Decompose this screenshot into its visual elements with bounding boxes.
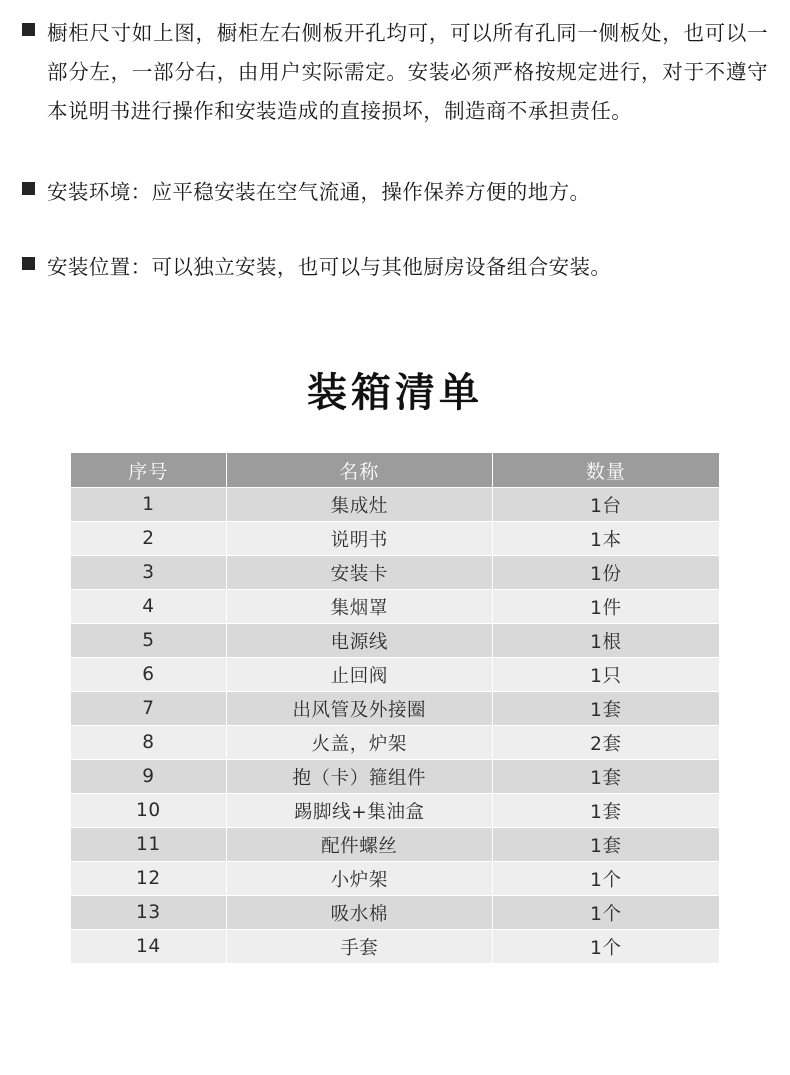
installation-notes (22, 14, 768, 287)
cell-quantity: 1根 (492, 624, 719, 658)
cell-index: 2 (71, 522, 227, 556)
cell-name: 小炉架 (226, 862, 492, 896)
table-row (71, 726, 720, 760)
cell-name: 踢脚线+集油盒 (226, 794, 492, 828)
note-text: 安装位置：可以独立安装，也可以与其他厨房设备组合安装。 (47, 255, 612, 279)
packing-list-table (70, 452, 720, 964)
cell-index: 8 (71, 726, 227, 760)
table-row (71, 488, 720, 522)
column-header-name: 名称 (226, 453, 492, 488)
note-text: 安装环境：应平稳安装在空气流通，操作保养方便的地方。 (47, 180, 591, 204)
note-item (22, 173, 768, 212)
table-row (71, 624, 720, 658)
table-row (71, 862, 720, 896)
cell-quantity: 1份 (492, 556, 719, 590)
cell-quantity: 1个 (492, 862, 719, 896)
table-row (71, 556, 720, 590)
cell-index: 11 (71, 828, 227, 862)
cell-quantity: 1套 (492, 828, 719, 862)
cell-quantity: 1套 (492, 692, 719, 726)
cell-name: 火盖，炉架 (226, 726, 492, 760)
column-header-quantity: 数量 (492, 453, 719, 488)
cell-index: 12 (71, 862, 227, 896)
table-row (71, 692, 720, 726)
cell-index: 14 (71, 930, 227, 964)
cell-index: 4 (71, 590, 227, 624)
square-bullet-icon (22, 257, 35, 270)
cell-name: 出风管及外接圈 (226, 692, 492, 726)
cell-name: 集成灶 (226, 488, 492, 522)
square-bullet-icon (22, 182, 35, 195)
table-row (71, 828, 720, 862)
table-row (71, 794, 720, 828)
cell-name: 止回阀 (226, 658, 492, 692)
cell-name: 安装卡 (226, 556, 492, 590)
note-item (22, 248, 768, 287)
cell-quantity: 2套 (492, 726, 719, 760)
cell-index: 7 (71, 692, 227, 726)
square-bullet-icon (22, 23, 35, 36)
cell-quantity: 1套 (492, 760, 719, 794)
cell-index: 1 (71, 488, 227, 522)
cell-quantity: 1本 (492, 522, 719, 556)
cell-index: 9 (71, 760, 227, 794)
packing-list-table-wrapper (22, 452, 768, 964)
cell-name: 抱（卡）箍组件 (226, 760, 492, 794)
cell-name: 电源线 (226, 624, 492, 658)
cell-quantity: 1台 (492, 488, 719, 522)
table-row (71, 896, 720, 930)
cell-index: 5 (71, 624, 227, 658)
column-header-index: 序号 (71, 453, 227, 488)
note-text: 橱柜尺寸如上图，橱柜左右侧板开孔均可，可以所有孔同一侧板处，也可以一部分左，一部分右，由用户实际需定。安装必须严格按规定进行，对于不遵守本说明书进行操作和安装造成的直接损坏，制造商不承担责任。 (47, 21, 768, 123)
table-row (71, 930, 720, 964)
cell-name: 说明书 (226, 522, 492, 556)
cell-quantity: 1件 (492, 590, 719, 624)
cell-index: 13 (71, 896, 227, 930)
cell-name: 吸水棉 (226, 896, 492, 930)
cell-index: 10 (71, 794, 227, 828)
table-row (71, 658, 720, 692)
cell-quantity: 1个 (492, 930, 719, 964)
cell-name: 配件螺丝 (226, 828, 492, 862)
table-row (71, 760, 720, 794)
cell-index: 3 (71, 556, 227, 590)
cell-name: 集烟罩 (226, 590, 492, 624)
cell-quantity: 1只 (492, 658, 719, 692)
note-item (22, 14, 768, 131)
table-body (71, 488, 720, 964)
cell-quantity: 1个 (492, 896, 719, 930)
section-title: 装箱清单 (307, 370, 483, 416)
table-row (71, 522, 720, 556)
table-header-row (71, 453, 720, 488)
cell-quantity: 1套 (492, 794, 719, 828)
cell-index: 6 (71, 658, 227, 692)
table-row (71, 590, 720, 624)
cell-name: 手套 (226, 930, 492, 964)
